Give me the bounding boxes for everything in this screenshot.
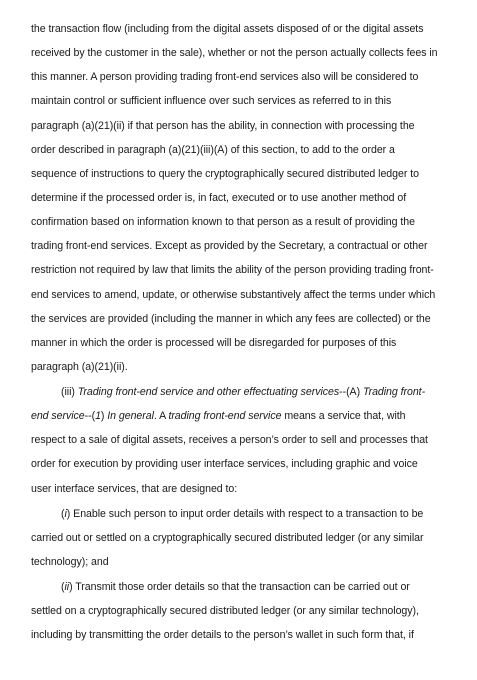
- body-line: paragraph (a)(21)(ii) if that person has the ability, in connection with processing the: [31, 120, 415, 132]
- body-line: sequence of instructions to query the cryptographically secured distributed ledger to: [31, 168, 419, 180]
- list-item-line: [61, 508, 423, 521]
- body-line: order described in paragraph (a)(21)(iii)(A) of this section, to add to the order a: [31, 144, 395, 156]
- body-line: including by transmitting the order details to the person’s wallet in such form that, if: [31, 629, 414, 641]
- body-line: maintain control or sufficient influence over such services as referred to in this: [31, 95, 392, 107]
- body-line: respect to a sale of digital assets, receives a person’s order to sell and processes that: [31, 434, 428, 446]
- item-paren: ): [66, 508, 71, 520]
- body-line: order for execution by providing user interface services, including graphic and voice: [31, 458, 418, 470]
- text-span: Enable such person to input order details with respect to a transaction to be: [70, 508, 424, 520]
- text-span: --(: [84, 410, 96, 422]
- item-number: ii: [64, 581, 70, 593]
- body-line: end services to amend, update, or otherwise substantively affect the terms under which: [31, 289, 436, 301]
- section-title: Trading front-end service and other effectuating services: [77, 386, 340, 398]
- text-span: means a service that, with: [281, 410, 406, 422]
- item-paren: (: [61, 508, 65, 520]
- item-number: i: [64, 508, 67, 520]
- body-line: carried out or settled on a cryptographically secured distributed ledger (or any similar: [31, 532, 424, 544]
- section-number: (iii): [61, 386, 78, 398]
- body-line: received by the customer in the sale), whether or not the person actually collects fees in: [31, 47, 438, 59]
- item-paren: ): [69, 581, 73, 593]
- subsection-label: --(A): [339, 386, 363, 398]
- text-span: . A: [153, 410, 169, 422]
- body-line: trading front-end services. Except as provided by the Secretary, a contractual or other: [31, 240, 428, 252]
- body-line: determine if the processed order is, in fact, executed or to use another method of: [31, 192, 407, 204]
- text-span: Transmit those order details so that the transaction can be carried out or: [72, 581, 410, 593]
- body-line: confirmation based on information known to that person as a result of providing the: [31, 216, 415, 228]
- body-line: settled on a cryptographically secured distributed ledger (or any similar technology),: [31, 605, 419, 617]
- body-line: this manner. A person providing trading front-end services also will be considered to: [31, 71, 419, 83]
- body-line: manner in which the order is processed will be disregarded for purposes of this: [31, 337, 397, 349]
- item-paren: (: [61, 581, 65, 593]
- body-line: technology); and: [31, 556, 109, 568]
- body-line: the transaction flow (including from the digital assets disposed of or the digital assets: [31, 23, 424, 35]
- list-item-line: [61, 581, 410, 594]
- body-line: the services are provided (including the manner in which any fees are collected) or the: [31, 313, 431, 325]
- section-heading-line: [61, 386, 425, 399]
- body-line: user interface services, that are designed to:: [31, 483, 238, 495]
- clause-number: 1: [95, 410, 101, 422]
- text-span: ): [100, 410, 108, 422]
- subsection-title: Trading front-: [362, 386, 426, 398]
- body-line: [31, 410, 406, 423]
- clause-title: In general: [107, 410, 154, 422]
- body-line: restriction not required by law that limits the ability of the person providing trading front-: [31, 264, 434, 276]
- body-line: paragraph (a)(21)(ii).: [31, 361, 128, 373]
- defined-term: trading front-end service: [168, 410, 282, 422]
- subsection-title: end service: [31, 410, 85, 422]
